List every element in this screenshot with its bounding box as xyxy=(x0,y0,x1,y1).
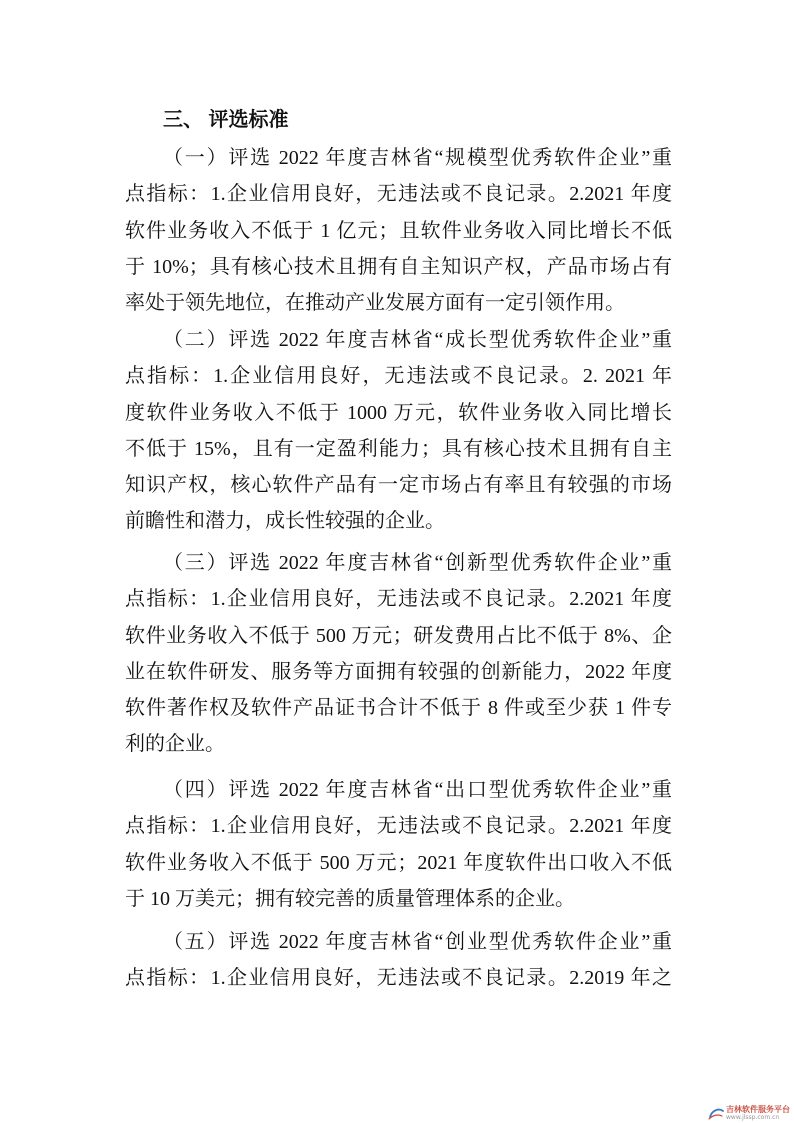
paragraph-3 xyxy=(125,545,672,763)
watermark-title: 吉林软件服务平台 xyxy=(726,1105,790,1114)
paragraph-line: 于 10%；具有核心技术且拥有自主知识产权，产品市场占有 xyxy=(125,255,672,278)
paragraph-line: 软件著作权及软件产品证书合计不低于 8 件或至少获 1 件专 xyxy=(125,697,672,720)
paragraph-line: 软件业务收入不低于 500 万元；研发费用占比不低于 8%、企 xyxy=(125,624,672,647)
paragraph-line: （一）评选 2022 年度吉林省“规模型优秀软件企业”重 xyxy=(163,147,672,169)
paragraph-line: （五）评选 2022 年度吉林省“创业型优秀软件企业”重 xyxy=(163,931,672,953)
paragraph-line: 点指标：1.企业信用良好，无违法或不良记录。2.2019 年之 xyxy=(125,967,672,990)
paragraph-5 xyxy=(125,924,672,997)
paragraph-line: 业在软件研发、服务等方面拥有较强的创新能力，2022 年度 xyxy=(125,660,672,683)
paragraph-line: 前瞻性和潜力，成长性较强的企业。 xyxy=(125,510,445,533)
watermark-logo xyxy=(708,1106,790,1121)
paragraph-line: （三）评选 2022 年度吉林省“创新型优秀软件企业”重 xyxy=(163,552,672,574)
paragraph-line: 利的企业。 xyxy=(125,733,225,756)
watermark-url: www.jlssp.com.cn xyxy=(726,1114,780,1121)
paragraph-line: 点指标：1.企业信用良好，无违法或不良记录。2.2021 年度 xyxy=(125,815,672,838)
paragraph-line: 于 10 万美元；拥有较完善的质量管理体系的企业。 xyxy=(125,887,575,910)
paragraph-line: 度软件业务收入不低于 1000 万元，软件业务收入同比增长 xyxy=(125,401,672,424)
section-heading: 三、 评选标准 xyxy=(163,109,289,131)
paragraph-2 xyxy=(125,322,672,540)
paragraph-line: 软件业务收入不低于 500 万元；2021 年度软件出口收入不低 xyxy=(125,851,672,874)
paragraph-line: 点指标：1.企业信用良好，无违法或不良记录。2. 2021 年 xyxy=(125,365,672,388)
watermark-text xyxy=(726,1106,790,1121)
paragraph-line: 软件业务收入不低于 1 亿元；且软件业务收入同比增长不低 xyxy=(125,219,672,242)
paragraph-4 xyxy=(125,772,672,917)
paragraph-line: （二）评选 2022 年度吉林省“成长型优秀软件企业”重 xyxy=(163,329,672,351)
paragraph-line: （四）评选 2022 年度吉林省“出口型优秀软件企业”重 xyxy=(163,779,672,801)
paragraph-1 xyxy=(125,140,672,321)
paragraph-line: 不低于 15%，且有一定盈利能力；具有核心技术且拥有自主 xyxy=(125,437,672,460)
logo-swoosh-icon xyxy=(708,1107,724,1121)
paragraph-line: 率处于领先地位，在推动产业发展方面有一定引领作用。 xyxy=(125,292,625,315)
paragraph-line: 点指标：1.企业信用良好，无违法或不良记录。2.2021 年度 xyxy=(125,183,672,206)
paragraph-line: 点指标：1.企业信用良好，无违法或不良记录。2.2021 年度 xyxy=(125,588,672,611)
paragraph-line: 知识产权，核心软件产品有一定市场占有率且有较强的市场 xyxy=(125,474,672,497)
